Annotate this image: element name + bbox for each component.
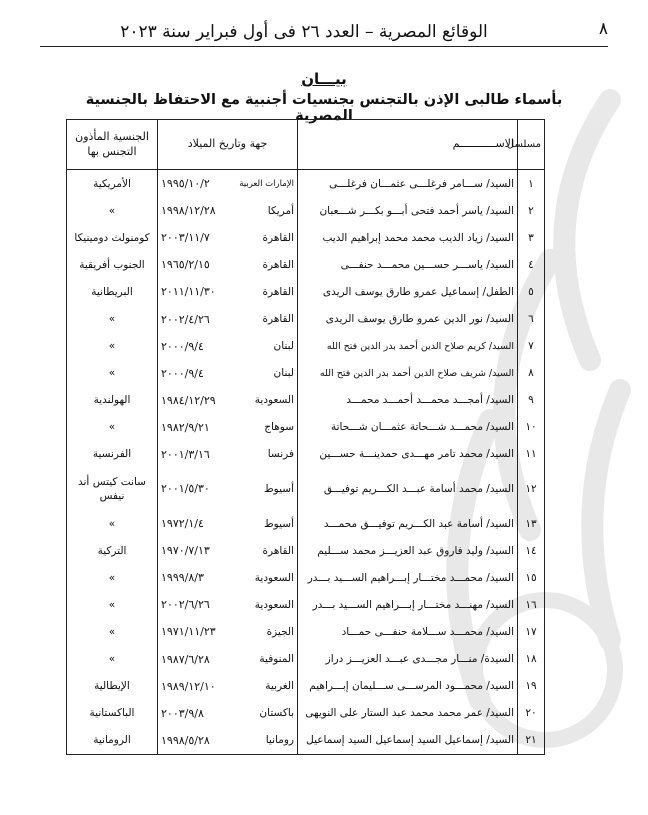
birth-date: ٢٠٠١/٥/٣٠ (161, 481, 210, 495)
table-row (67, 468, 545, 510)
birth-date: ٢٠٠٣/٩/٨ (161, 706, 204, 720)
nationality-cell: » (67, 591, 158, 618)
serial-cell: ٤ (518, 251, 545, 278)
nationality-cell: الفرنسية (67, 441, 158, 468)
col-serial-header: مسلسل (518, 120, 545, 170)
serial-cell: ١٣ (518, 510, 545, 537)
birth-place-date-cell (158, 360, 298, 387)
nationality-cell: الجنوب أفريقية (67, 251, 158, 278)
birth-place-date-cell (158, 414, 298, 441)
serial-cell: ٥ (518, 278, 545, 305)
birth-place-date-cell (158, 700, 298, 727)
birth-place: القاهرة (262, 285, 294, 298)
serial-cell: ٢٠ (518, 700, 545, 727)
name-cell: السيد/ محمـــد شـــحاتة عثمـــان شـــحاتة (298, 414, 518, 441)
birth-date: ١٩٩٨/١٢/٢٨ (161, 204, 216, 218)
birth-date: ٢٠٠٣/١١/٧ (161, 231, 210, 245)
nationality-cell: » (67, 618, 158, 645)
nationality-cell: الإيطالية (67, 673, 158, 700)
table-row (67, 278, 545, 305)
birth-date: ١٩٨٢/٩/٢١ (161, 420, 210, 434)
nationality-cell: » (67, 360, 158, 387)
birth-place: رومانيا (265, 734, 294, 747)
name-cell: السيد/ محمـــد مختـــار إبـــراهيم الســـيد بـــدر (298, 564, 518, 591)
table-row (67, 441, 545, 468)
birth-date: ٢٠٠٢/٤/٢٦ (161, 312, 210, 326)
table-row (67, 673, 545, 700)
serial-cell: ٦ (518, 305, 545, 332)
serial-cell: ٨ (518, 360, 545, 387)
applicants-table (66, 119, 545, 755)
birth-place: أسيوط (263, 517, 294, 530)
birth-date: ١٩٨٩/١٢/١٠ (161, 679, 216, 693)
birth-place-date-cell (158, 618, 298, 645)
name-cell: السيد/ أسامة عبد الكـــريم توفيـــق محمـــد (298, 510, 518, 537)
birth-date: ٢٠١١/١١/٣٠ (161, 285, 216, 299)
serial-cell: ١ (518, 170, 545, 198)
page-number: ٨ (598, 19, 608, 39)
table-row (67, 591, 545, 618)
birth-place-date-cell (158, 170, 298, 198)
serial-cell: ١٠ (518, 414, 545, 441)
birth-date: ١٩٧٠/٧/١٣ (161, 544, 210, 558)
serial-cell: ١٥ (518, 564, 545, 591)
serial-cell: ١٩ (518, 673, 545, 700)
birth-place-date-cell (158, 387, 298, 414)
name-cell: السيد/ ســـامر فرغلـــى عثمـــان فرغلـــى (298, 170, 518, 198)
name-cell: السيد/ زياد الديب محمد محمد إبراهيم الديب (298, 224, 518, 251)
name-cell: السيد/ شريف صلاح الدين أحمد بدر الدين فتح الله (298, 360, 518, 387)
serial-cell: ١٦ (518, 591, 545, 618)
birth-place: الجيزة (266, 625, 294, 638)
birth-date: ١٩٧٢/١/٤ (161, 517, 204, 531)
birth-place: السعودية (254, 571, 294, 584)
birth-place: لبنان (273, 340, 294, 353)
birth-date: ١٩٧١/١١/٢٣ (161, 625, 216, 639)
birth-place-date-cell (158, 564, 298, 591)
serial-cell: ٢١ (518, 727, 545, 755)
nationality-cell: الرومانية (67, 727, 158, 755)
name-cell: السيد/ نور الدين عمرو طارق يوسف الريدى (298, 305, 518, 332)
serial-cell: ٣ (518, 224, 545, 251)
birth-place: القاهرة (262, 544, 294, 557)
nationality-cell: التركية (67, 537, 158, 564)
col-name-header: الاســـــــــــم (298, 120, 518, 170)
nationality-cell: البريطانية (67, 278, 158, 305)
serial-cell: ١١ (518, 441, 545, 468)
birth-place-date-cell (158, 197, 298, 224)
birth-place: أسيوط (263, 482, 294, 495)
serial-cell: ٢ (518, 197, 545, 224)
birth-place: سوهاج (264, 421, 294, 434)
birth-date: ١٩٩٨/٥/٢٨ (161, 733, 210, 747)
birth-place: باكستان (259, 707, 294, 720)
table-row (67, 333, 545, 360)
birth-date: ١٩٨٧/٦/٢٨ (161, 652, 210, 666)
birth-date: ١٩٨٤/١٢/٢٩ (161, 393, 216, 407)
birth-place: السعودية (254, 598, 294, 611)
name-cell: السيد/ ياسر أحمد فتحى أبـــو بكـــر شـــعبان (298, 197, 518, 224)
name-cell: السيد/ أمجـــد محمـــد أحمـــد محمـــد (298, 387, 518, 414)
name-cell: السيدة/ منـــار مجـــدى عبـــد العزيـــز دراز (298, 646, 518, 673)
birth-place-date-cell (158, 333, 298, 360)
birth-place: أمريكا (267, 204, 294, 217)
birth-place-date-cell (158, 441, 298, 468)
birth-place: القاهرة (262, 258, 294, 271)
birth-date: ٢٠٠٢/٦/٢٦ (161, 598, 210, 612)
birth-place-date-cell (158, 537, 298, 564)
birth-place: القاهرة (262, 313, 294, 326)
nationality-cell: سانت كيتس أند نيفس (67, 468, 158, 510)
serial-cell: ٧ (518, 333, 545, 360)
birth-place-date-cell (158, 673, 298, 700)
name-cell: السيد/ مهنـــد مختـــار إبـــراهيم الســـيد بـــدر (298, 591, 518, 618)
birth-date: ١٩٩٩/٨/٣ (161, 571, 204, 585)
birth-date: ١٩٦٥/٢/١٥ (161, 258, 210, 272)
name-cell: السيد/ محمد تامر مهـــدى حمدينـــة حســـين (298, 441, 518, 468)
col-place-date-header: جهة وتاريخ الميلاد (158, 120, 298, 170)
birth-date: ٢٠٠١/٣/١٦ (161, 447, 210, 461)
nationality-cell: الباكستانية (67, 700, 158, 727)
birth-place-date-cell (158, 468, 298, 510)
running-header (40, 18, 608, 47)
birth-place: فرنسا (267, 448, 294, 461)
nationality-cell: » (67, 564, 158, 591)
table-row (67, 700, 545, 727)
birth-place-date-cell (158, 591, 298, 618)
birth-place: السعودية (254, 394, 294, 407)
nationality-cell: » (67, 414, 158, 441)
serial-cell: ١٨ (518, 646, 545, 673)
name-cell: الطفل/ إسماعيل عمرو طارق يوسف الريدى (298, 278, 518, 305)
table-header-row (67, 120, 545, 170)
nationality-cell: » (67, 510, 158, 537)
nationality-cell: » (67, 305, 158, 332)
nationality-cell: الهولندية (67, 387, 158, 414)
birth-date: ١٩٩٥/١٠/٢ (161, 177, 210, 191)
nationality-cell: الأمريكية (67, 170, 158, 198)
table-row (67, 224, 545, 251)
table-row (67, 360, 545, 387)
name-cell: السيد/ وليد فاروق عبد العزيـــز محمد ســـليم (298, 537, 518, 564)
table-row (67, 537, 545, 564)
name-cell: السيد/ عمر محمد محمد عبد الستار على النويهى (298, 700, 518, 727)
name-cell: السيد/ إسماعيل السيد إسماعيل السيد إسماعيل (298, 727, 518, 755)
table-row (67, 414, 545, 441)
birth-place-date-cell (158, 305, 298, 332)
serial-cell: ٩ (518, 387, 545, 414)
table-row (67, 727, 545, 755)
birth-place: الغربية (265, 680, 294, 693)
table-row (67, 305, 545, 332)
table-row (67, 510, 545, 537)
birth-date: ٢٠٠٠/٩/٤ (161, 366, 204, 380)
table-row (67, 197, 545, 224)
nationality-cell: » (67, 333, 158, 360)
nationality-cell: كومنولث دومينيكا (67, 224, 158, 251)
birth-place-date-cell (158, 727, 298, 755)
birth-place: لبنان (273, 367, 294, 380)
birth-place-date-cell (158, 251, 298, 278)
document-title: بيـــان (301, 70, 347, 88)
table-row (67, 618, 545, 645)
birth-place-date-cell (158, 278, 298, 305)
serial-cell: ١٧ (518, 618, 545, 645)
birth-date: ٢٠٠٠/٩/٤ (161, 339, 204, 353)
document-subtitle: بأسماء طالبى الإذن بالتجنس بجنسيات أجنبية مع الاحتفاظ بالجنسية المصرية (85, 92, 563, 124)
serial-cell: ١٢ (518, 468, 545, 510)
serial-cell: ١٤ (518, 537, 545, 564)
name-cell: السيد/ محمد أسامة عبـــد الكـــريم توفيـــق (298, 468, 518, 510)
nationality-cell: » (67, 197, 158, 224)
name-cell: السيد/ محمـــود المرســـى ســـليمان إبـــراهيم (298, 673, 518, 700)
table-row (67, 646, 545, 673)
name-cell: السيد/ ياســـر حســـين محمـــد حنفـــى (298, 251, 518, 278)
table-row (67, 564, 545, 591)
table-row (67, 387, 545, 414)
birth-place: الإمارات العربية (239, 178, 294, 189)
name-cell: السيد/ كريم صلاح الدين أحمد بدر الدين فتح الله (298, 333, 518, 360)
birth-place-date-cell (158, 510, 298, 537)
running-title: الوقائع المصرية – العدد ٢٦ فى أول فبراير سنة ٢٠٢٣ (120, 22, 488, 42)
birth-place: المنوفية (259, 653, 294, 666)
name-cell: السيد/ محمـــد ســـلامة حنفـــى حمـــاد (298, 618, 518, 645)
birth-place: القاهرة (262, 231, 294, 244)
birth-place-date-cell (158, 646, 298, 673)
nationality-cell: » (67, 646, 158, 673)
birth-place-date-cell (158, 224, 298, 251)
table-row (67, 170, 545, 198)
table-body (67, 170, 545, 755)
col-nationality-header: الجنسية المأذون التجنس بها (67, 120, 158, 170)
table-row (67, 251, 545, 278)
